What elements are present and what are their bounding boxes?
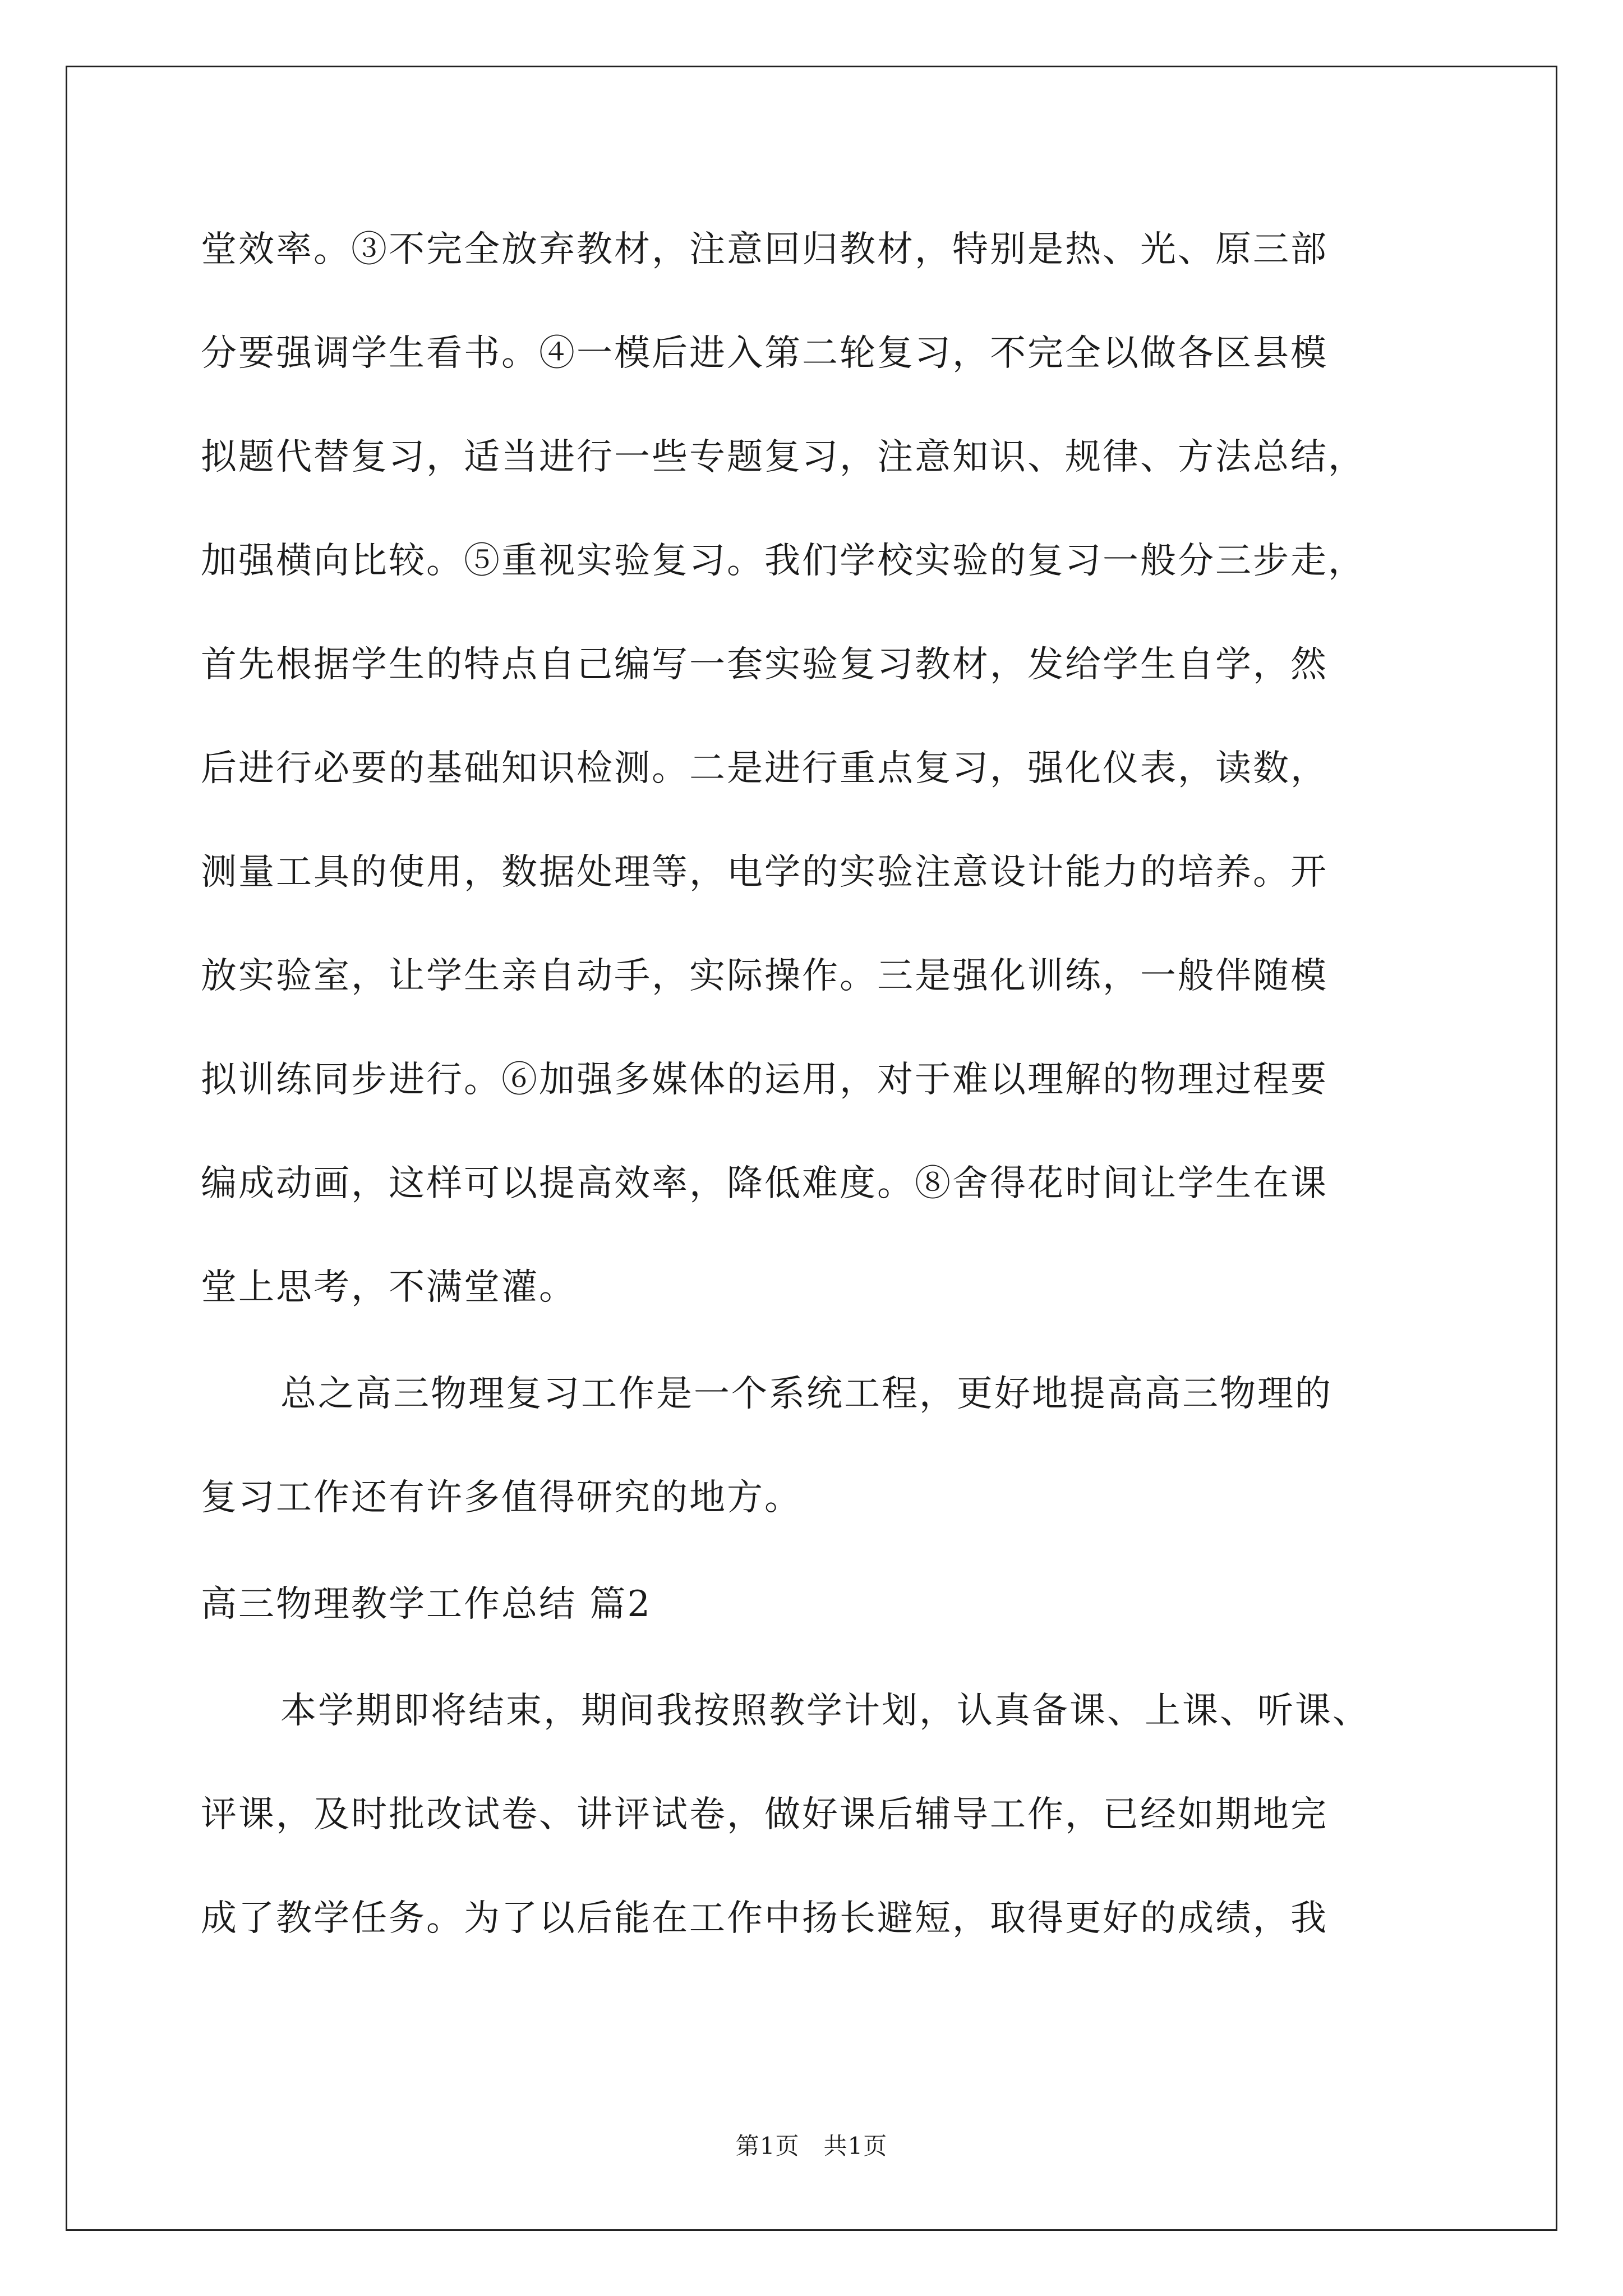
text-line-5: 首先根据学生的特点自己编写一套实验复习教材，发给学生自学，然: [201, 644, 1328, 685]
text-line-17: 成了教学任务。为了以后能在工作中扬长避短，取得更好的成绩，我: [201, 1898, 1328, 1939]
text-line-8: 放实验室，让学生亲自动手，实际操作。三是强化训练，一般伴随模: [201, 955, 1328, 997]
section-heading: 高三物理教学工作总结 篇2: [201, 1584, 652, 1625]
page-footer: 第1页 共1页: [735, 2132, 888, 2160]
text-line-1: 堂效率。③不完全放弃教材，注意回归教材，特别是热、光、原三部: [201, 229, 1328, 270]
text-line-11: 堂上思考，不满堂灌。: [201, 1267, 577, 1308]
text-line-13: 复习工作还有许多值得研究的地方。: [201, 1477, 802, 1519]
paragraph-start-line: 本学期即将结束，期间我按照教学计划，认真备课、上课、听课、: [280, 1690, 1370, 1732]
text-line-10: 编成动画，这样可以提高效率，降低难度。⑧舍得花时间让学生在课: [201, 1163, 1328, 1204]
text-line-4: 加强横向比较。⑤重视实验复习。我们学校实验的复习一般分三步走，: [201, 540, 1366, 582]
text-line-3: 拟题代替复习，适当进行一些专题复习，注意知识、规律、方法总结，: [201, 436, 1366, 478]
text-line-6: 后进行必要的基础知识检测。二是进行重点复习，强化仪表，读数，: [201, 748, 1328, 789]
text-line-7: 测量工具的使用，数据处理等，电学的实验注意设计能力的培养。开: [201, 852, 1328, 893]
text-line-16: 评课，及时批改试卷、讲评试卷，做好课后辅导工作，已经如期地完: [201, 1794, 1328, 1835]
text-line-9: 拟训练同步进行。⑥加强多媒体的运用，对于难以理解的物理过程要: [201, 1059, 1328, 1101]
text-line-2: 分要强调学生看书。④一模后进入第二轮复习，不完全以做各区县模: [201, 333, 1328, 374]
paragraph-start-line: 总之高三物理复习工作是一个系统工程，更好地提高高三物理的: [280, 1373, 1332, 1415]
